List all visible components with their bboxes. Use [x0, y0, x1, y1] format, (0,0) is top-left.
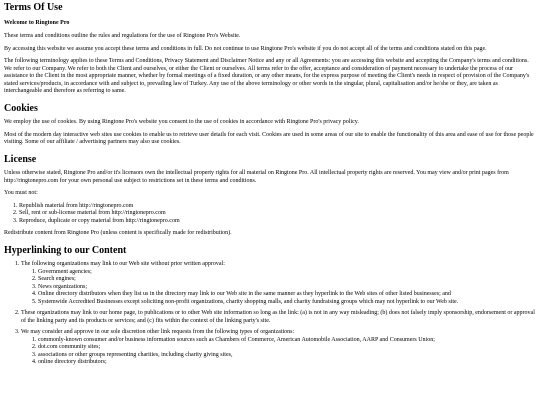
- list-item: 2. dot.com community sites;: [38, 344, 536, 352]
- sublist: [21, 337, 536, 367]
- list-item-text: We may consider and approve in our sole discretion other link requests from the following types of organizations:: [21, 329, 295, 335]
- intro-paragraph-3: The following terminology applies to these Terms and Conditions, Privacy Statement and Disclaimer Notice and any or all Agreements: you are accessing this website and accepting the Company's terms and conditions. We refer to our Company. We refer to both the Client and ourselves, or either the Client or ourselves. All terms refer to the offer, acceptance and consideration of payment necessary to undertake the process of our assistance to the Client in the most appropriate manner, whether by formal meetings of a fixed duration, or any other means, for the express purpose of meeting the Client's needs in respect of provision of the Company's stated services/products, in accordance with and subject to, prevailing law of Turkey. Any use of the above terminology or other words in the singular, plural, capitalisation and/or he/she or they, are taken as interchangeable and therefore as referring to same.: [4, 58, 530, 94]
- list-item: 2. Search engines;: [38, 276, 536, 284]
- list-item: 3. associations or other groups representing charities, including charity giving sites,: [38, 352, 536, 360]
- list-item: [21, 261, 536, 306]
- list-item: 2. Sell, rent or sub-license material from http://ringtonepro.com: [13, 210, 166, 216]
- redistribute-paragraph: Redistribute content from Ringtone Pro (unless content is specifically made for redistribution).: [4, 230, 232, 236]
- list-item: 2. These organizations may link to our home page, to publications or to other Web site information so long as the link: (a) is not in any way misleading; (b) does not falsely imply sponsorship, endorsement or approval of the linking party and its products or services; and (c) fits within the context of the linking party's site.: [21, 310, 536, 325]
- welcome-heading: Welcome to Ringtone Pro: [4, 19, 70, 26]
- license-paragraph: Unless otherwise stated, Ringtone Pro and/or it's licensors own the intellectual property rights for all material on Ringtone Pro. All intellectual property rights are reserved. You may view and/or print pages from http://ringtonepro.com for your own personal use subject to restrictions set in these terms and conditions.: [4, 170, 509, 184]
- list-item: 1. Government agencies;: [38, 269, 536, 277]
- list-item: 4. online directory distributors;: [38, 359, 536, 367]
- list-item: 4. Online directory distributors when they list us in the directory may link to our Web site in the same manner as they hyperlink to the Web sites of other listed businesses; and: [38, 291, 536, 299]
- must-not-label: You must not:: [4, 190, 38, 196]
- hyperlinking-list: [4, 261, 536, 367]
- sublist: [21, 269, 536, 307]
- list-item: 3. News organizations;: [38, 284, 536, 292]
- list-item: [21, 329, 536, 367]
- intro-paragraph-2: By accessing this website we assume you accept these terms and conditions in full. Do not continue to use Ringtone Pro's website if you do not accept all of the terms and conditions stated on this page.: [4, 45, 487, 52]
- hyperlinking-heading: Hyperlinking to our Content: [4, 244, 127, 256]
- cookies-paragraph-2: Most of the modern day interactive web sites use cookies to enable us to retrieve user details for each visit. Cookies are used in some areas of our site to enable the functionality of this area and ease of use for those people visiting. Some of our affiliate / advertising partners may also use cookies.: [4, 131, 534, 145]
- license-heading: License: [4, 153, 37, 165]
- must-not-list: [4, 203, 536, 226]
- list-item: 5. Systemwide Accredited Businesses except soliciting non-profit organizations, charity shopping malls, and charity fundraising groups which may not hyperlink to our Web site.: [38, 299, 536, 307]
- list-item-text: The following organizations may link to our Web site without prior written approval:: [21, 261, 225, 267]
- list-item: 1. Republish material from http://ringtonepro.com: [13, 202, 134, 209]
- cookies-heading: Cookies: [4, 102, 38, 114]
- list-item: 1. commonly-known consumer and/or business information sources such as Chambers of Commerce, American Automobile Association, AARP and Consumers Union;: [38, 337, 536, 345]
- cookies-paragraph-1: We employ the use of cookies. By using Ringtone Pro's website you consent to the use of cookies in accordance with Ringtone Pro's privacy policy.: [4, 119, 359, 125]
- list-item: 3. Reproduce, duplicate or copy material from http://ringtonepro.com: [13, 217, 180, 224]
- page-title: Terms Of Use: [4, 2, 63, 13]
- intro-paragraph-1: These terms and conditions outline the rules and regulations for the use of Ringtone Pro's Website.: [4, 33, 241, 39]
